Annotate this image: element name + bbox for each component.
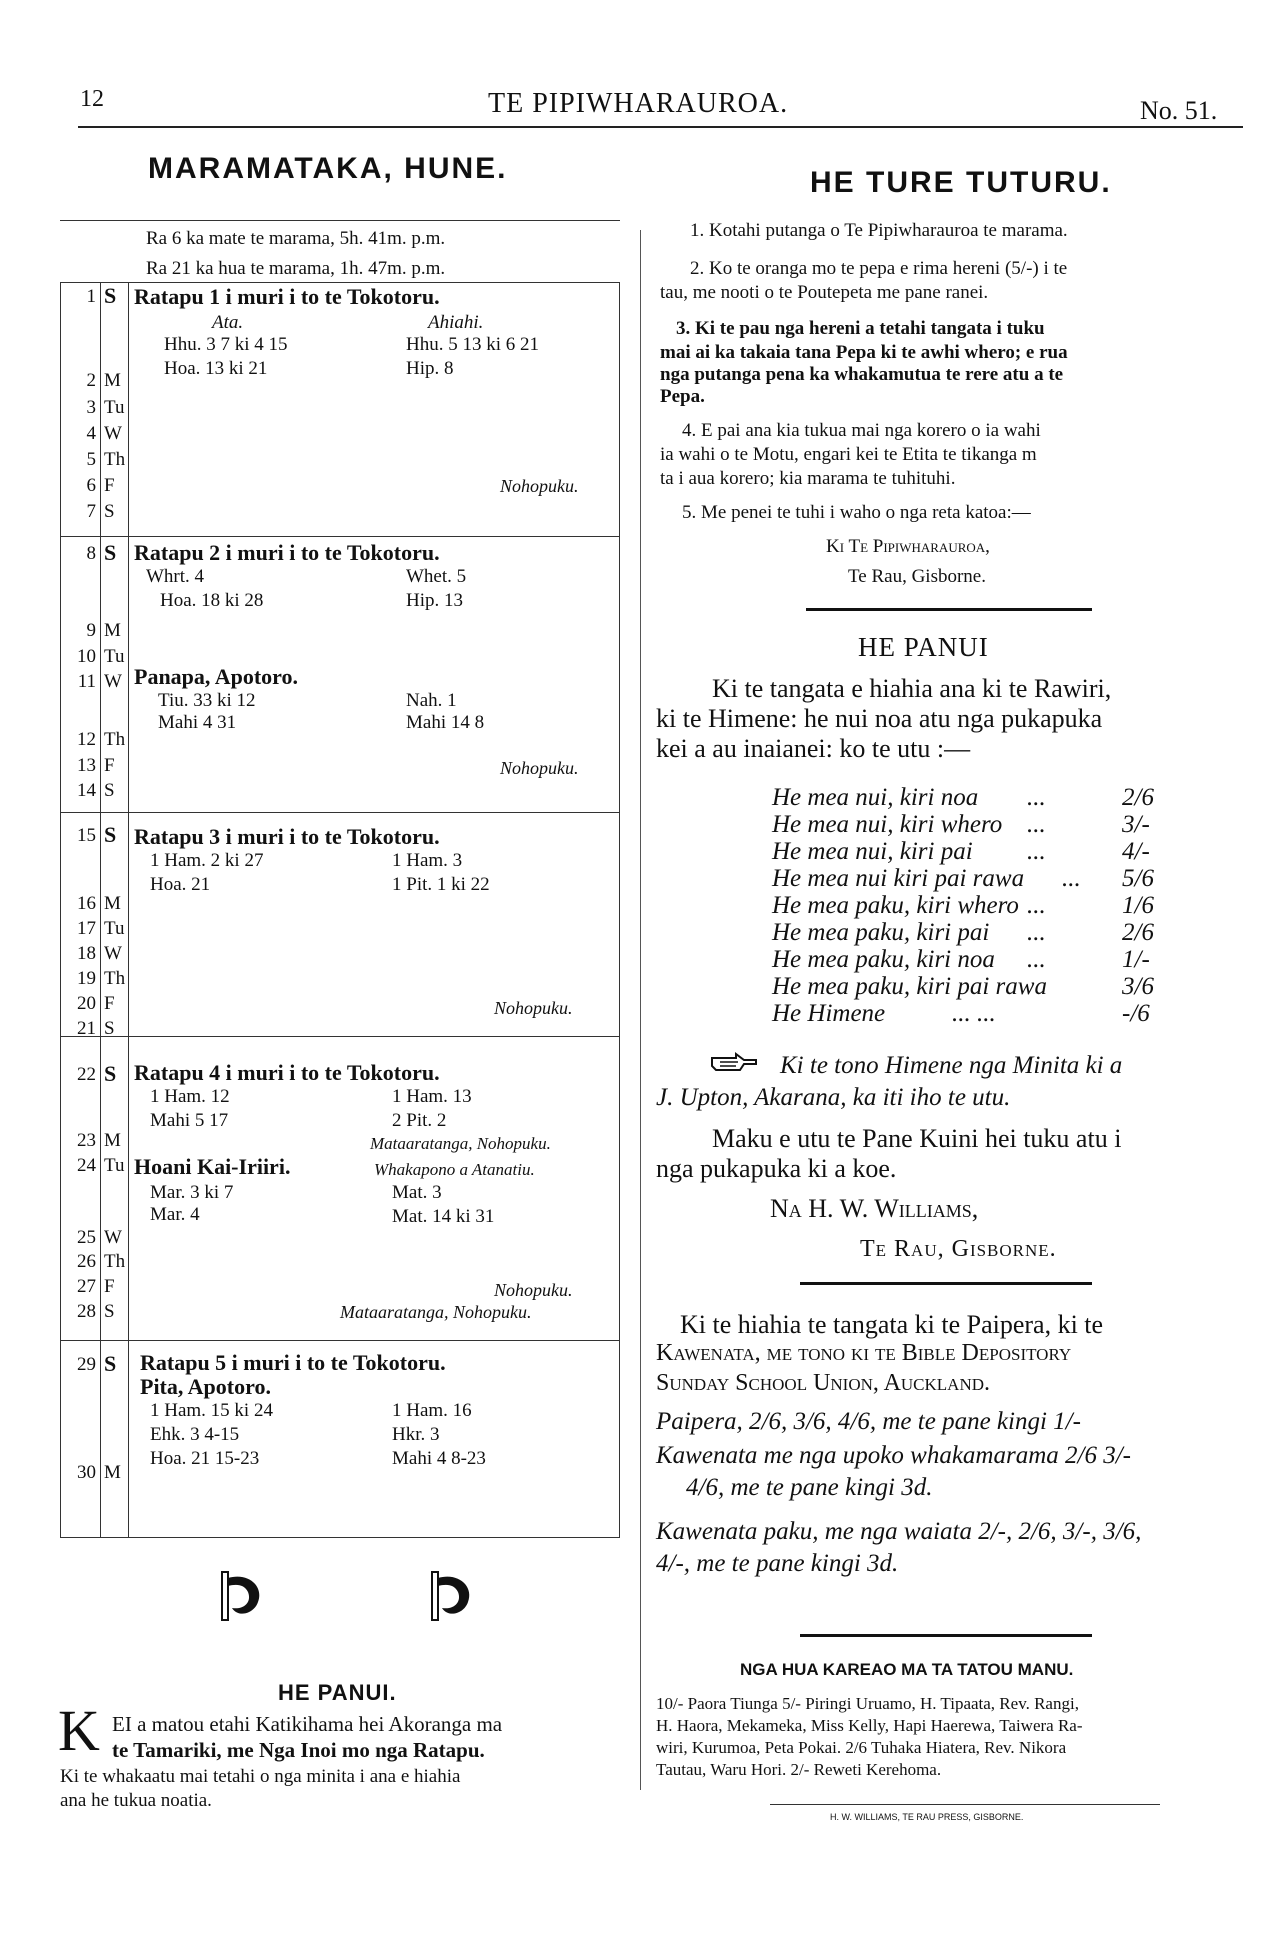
ture-rule-2a: 2. Ko te oranga mo te pepa e rima hereni (5/-) i te (690, 258, 1068, 279)
w2-feast-evening-1: Nah. 1 (406, 690, 457, 711)
w4-evening-2: 2 Pit. 2 (392, 1110, 447, 1131)
w1-morning-1: Hhu. 3 7 ki 4 15 (164, 334, 288, 355)
day-number: 27 (77, 1276, 96, 1297)
day-letter: S (104, 822, 117, 847)
publication-title: TE PIPIWHARAUROA. (488, 88, 789, 119)
section-rule (800, 1634, 1092, 1637)
day-number: 19 (77, 968, 96, 989)
day-letter: W (104, 943, 122, 964)
header-rule (78, 126, 1243, 128)
w2-feast: Panapa, Apotoro. (134, 664, 299, 689)
day-letter: W (104, 423, 122, 444)
w5-morning-2: Ehk. 3 4-15 (150, 1424, 240, 1445)
fleuron-ornament (218, 1568, 268, 1624)
day-letter: S (104, 283, 117, 308)
w2-morning-1: Whrt. 4 (146, 566, 205, 587)
day-letter: S (104, 501, 115, 522)
price-value: 1/6 (1122, 892, 1154, 919)
day-letter: Th (104, 729, 126, 750)
w5-evening-3: Mahi 4 8-23 (392, 1448, 486, 1469)
donations-line-2: H. Haora, Mekameka, Miss Kelly, Hapi Haerewa, Taiwera Ra- (656, 1716, 1083, 1735)
panui-left-line-1: EI a matou etahi Katikihama hei Akoranga ma (112, 1712, 503, 1736)
pointing-hand-icon (710, 1052, 758, 1074)
panui-left-line-4: ana he tukua noatia. (60, 1790, 212, 1811)
w4-feast-evening-2: Mat. 14 ki 31 (392, 1206, 495, 1227)
price-dots: ... (1062, 865, 1081, 892)
day-letter: M (104, 893, 121, 914)
panui-left-line-2: te Tamariki, me Nga Inoi mo nga Ratapu. (112, 1738, 485, 1762)
price-row (772, 838, 1192, 866)
panui-right-line-3: kei a au inaianei: ko te utu :— (656, 734, 971, 763)
day-number: 2 (86, 370, 96, 391)
donations-line-4: Tautau, Waru Hori. 2/- Reweti Kerehoma. (656, 1760, 942, 1779)
day-letter: S (104, 780, 115, 801)
paipera-line-4: Paipera, 2/6, 3/6, 4/6, me te pane kingi 1/- (656, 1408, 1081, 1435)
day-number: 20 (77, 993, 96, 1014)
price-item: He mea paku, kiri pai (772, 919, 990, 946)
day-number: 12 (77, 729, 96, 750)
w1-evening-1: Hhu. 5 13 ki 6 21 (406, 334, 539, 355)
day-number: 15 (77, 825, 96, 846)
w2-note: Nohopuku. (500, 758, 579, 778)
day-number: 26 (77, 1251, 96, 1272)
paipera-line-1: Ki te hiahia te tangata ki te Paipera, ki te (680, 1310, 1104, 1339)
moon-line-1: Ra 6 ka mate te marama, 5h. 41m. p.m. (146, 228, 446, 249)
price-item: He mea nui, kiri pai (772, 838, 973, 865)
w4-feast-morning-2: Mar. 4 (150, 1204, 200, 1225)
day-letter: M (104, 370, 121, 391)
w2-feast-evening-2: Mahi 14 8 (406, 712, 485, 733)
day-number: 17 (77, 918, 96, 939)
hand-note-1: Ki te tono Himene nga Minita ki a (780, 1052, 1123, 1079)
ture-rule-3d: Pepa. (660, 386, 705, 407)
w4-feast-note: Whakapono a Atanatiu. (374, 1160, 535, 1179)
week-rule (60, 536, 619, 537)
w2-evening-2: Hip. 13 (406, 590, 463, 611)
day-number: 8 (86, 543, 96, 564)
calendar-heading: MARAMATAKA, HUNE. (148, 152, 508, 185)
price-row (772, 946, 1192, 974)
week-3-title: Ratapu 3 i muri i to te Tokotoru. (134, 824, 440, 849)
price-dots: ... (1027, 811, 1046, 838)
day-number: 3 (86, 397, 96, 418)
day-letter: F (104, 755, 115, 776)
paipera-line-6: 4/6, me te pane kingi 3d. (686, 1474, 933, 1501)
day-letter: W (104, 1227, 122, 1248)
ture-rule-4c: ta i aua korero; kia marama te tuhituhi. (660, 468, 956, 489)
w3-note: Nohopuku. (494, 998, 573, 1018)
price-dots: ... ... (952, 1000, 996, 1027)
price-item: He mea paku, kiri noa (772, 946, 995, 973)
day-letter: M (104, 620, 121, 641)
fleuron-ornament (428, 1568, 478, 1624)
w4-feast-evening-1: Mat. 3 (392, 1182, 442, 1203)
hand-note-2: J. Upton, Akarana, ka iti iho te utu. (656, 1084, 1011, 1111)
day-number: 7 (86, 501, 96, 522)
paipera-line-3: Sunday School Union, Auckland. (656, 1370, 991, 1396)
section-rule (806, 608, 1092, 611)
panui-left-line-3: Ki te whakaatu mai tetahi o nga minita i ana e hiahia (60, 1766, 461, 1787)
panui-right-line-2: ki te Himene: he nui noa atu nga pukapuka (656, 704, 1103, 733)
paipera-line-5: Kawenata me nga upoko whakamarama 2/6 3/- (656, 1442, 1131, 1469)
w4-morning-1: 1 Ham. 12 (150, 1086, 230, 1107)
price-value: 4/- (1122, 838, 1150, 865)
price-row (772, 973, 1192, 1001)
price-item: He Himene (772, 1000, 886, 1027)
ture-rule-1: 1. Kotahi putanga o Te Pipiwharauroa te marama. (690, 220, 1068, 241)
price-value: 3/6 (1122, 973, 1154, 1000)
day-letter: M (104, 1462, 121, 1483)
day-number: 9 (86, 620, 96, 641)
day-number: 30 (77, 1462, 96, 1483)
dropcap: K (58, 1698, 100, 1763)
donations-heading: NGA HUA KAREAO MA TA TATOU MANU. (740, 1660, 1074, 1679)
day-number: 18 (77, 943, 96, 964)
w5-evening-2: Hkr. 3 (392, 1424, 440, 1445)
price-row (772, 784, 1192, 812)
day-number: 10 (77, 646, 96, 667)
w3-evening-1: 1 Ham. 3 (392, 850, 463, 871)
day-letter: Tu (104, 918, 125, 939)
day-letter: S (104, 1301, 115, 1322)
price-item: He mea nui kiri pai rawa (772, 865, 1025, 892)
imprint-rule (770, 1804, 1160, 1805)
price-item: He mea nui, kiri whero (772, 811, 1003, 838)
section-rule (800, 1282, 1092, 1285)
day-letter: S (104, 1061, 117, 1086)
donations-line-3: wiri, Kurumoa, Peta Pokai. 2/6 Tuhaka Hiatera, Rev. Nikora (656, 1738, 1067, 1757)
price-dots: ... (1027, 946, 1046, 973)
calendar-col-rule (128, 282, 129, 1537)
price-dots: ... (1027, 919, 1046, 946)
day-number: 28 (77, 1301, 96, 1322)
day-letter: M (104, 1130, 121, 1151)
day-number: 11 (77, 671, 96, 692)
w4-feast: Hoani Kai-Iriiri. (134, 1154, 291, 1179)
price-row (772, 1000, 1192, 1028)
w2-feast-morning-1: Tiu. 33 ki 12 (158, 690, 256, 711)
day-number: 6 (86, 475, 96, 496)
ahiahi-label: Ahiahi. (428, 312, 484, 333)
ture-address-2: Te Rau, Gisborne. (848, 566, 986, 587)
w4-note-2: Nohopuku. (494, 1280, 573, 1300)
day-number: 24 (77, 1155, 96, 1176)
w1-morning-2: Hoa. 13 ki 21 (164, 358, 268, 379)
price-dots: ... (1027, 892, 1046, 919)
w4-feast-morning-1: Mar. 3 ki 7 (150, 1182, 234, 1203)
price-value: 2/6 (1122, 784, 1154, 811)
day-number: 13 (77, 755, 96, 776)
maku-line-2: nga pukapuka ki a koe. (656, 1154, 897, 1183)
w2-morning-2: Hoa. 18 ki 28 (160, 590, 264, 611)
day-number: 1 (86, 286, 96, 307)
day-number: 5 (86, 449, 96, 470)
w4-evening-1: 1 Ham. 13 (392, 1086, 472, 1107)
day-letter: Th (104, 968, 126, 989)
paipera-line-2: Kawenata, me tono ki te Bible Depository (656, 1340, 1072, 1366)
day-number: 21 (77, 1018, 96, 1039)
price-value: 2/6 (1122, 919, 1154, 946)
day-number: 22 (77, 1064, 96, 1085)
panui-left-heading: HE PANUI. (278, 1680, 397, 1705)
day-letter: Th (104, 449, 126, 470)
price-item: He mea nui, kiri noa (772, 784, 979, 811)
day-number: 16 (77, 893, 96, 914)
day-letter: Tu (104, 1155, 125, 1176)
price-value: -/6 (1122, 1000, 1150, 1027)
price-value: 1/- (1122, 946, 1150, 973)
day-number: 29 (77, 1354, 96, 1375)
price-row (772, 919, 1192, 947)
ture-address-1: Ki Te Pipiwharauroa, (826, 536, 990, 557)
w2-evening-1: Whet. 5 (406, 566, 467, 587)
price-item: He mea paku, kiri pai rawa (772, 973, 1047, 1000)
panui-right-line-1: Ki te tangata e hiahia ana ki te Rawiri, (712, 674, 1112, 703)
day-letter: Th (104, 1251, 126, 1272)
price-value: 3/- (1122, 811, 1150, 838)
day-number: 25 (77, 1227, 96, 1248)
signature-2: Te Rau, Gisborne. (860, 1236, 1057, 1262)
day-number: 23 (77, 1130, 96, 1151)
w4-note-3: Mataaratanga, Nohopuku. (340, 1302, 532, 1322)
w5-morning-3: Hoa. 21 15-23 (150, 1448, 260, 1469)
w4-morning-2: Mahi 5 17 (150, 1110, 229, 1131)
price-row (772, 892, 1192, 920)
week-5-title: Ratapu 5 i muri i to te Tokotoru. (140, 1350, 446, 1375)
day-letter: S (104, 1018, 115, 1039)
imprint: H. W. WILLIAMS, TE RAU PRESS, GISBORNE. (830, 1812, 1024, 1822)
w1-evening-2: Hip. 8 (406, 358, 454, 379)
price-dots: ... (1027, 838, 1046, 865)
issue-number: No. 51. (1140, 96, 1218, 125)
day-letter: S (104, 1351, 117, 1376)
ture-rule-2b: tau, me nooti o te Poutepeta me pane ranei. (660, 282, 989, 303)
page-number: 12 (80, 86, 104, 112)
price-row (772, 811, 1192, 839)
price-dots: ... (1027, 784, 1046, 811)
signature-1: Na H. W. Williams, (770, 1194, 979, 1223)
w5-morning-1: 1 Ham. 15 ki 24 (150, 1400, 273, 1421)
day-letter: Tu (104, 397, 125, 418)
calendar-col-rule (100, 282, 101, 1537)
ture-rule-4a: 4. E pai ana kia tukua mai nga korero o ia wahi (682, 420, 1041, 441)
day-letter: W (104, 671, 122, 692)
day-letter: F (104, 993, 115, 1014)
w4-note-1: Mataaratanga, Nohopuku. (370, 1134, 551, 1153)
week-rule (60, 1340, 619, 1341)
price-value: 5/6 (1122, 865, 1154, 892)
day-letter: Tu (104, 646, 125, 667)
week-1-title: Ratapu 1 i muri i to te Tokotoru. (134, 284, 440, 309)
price-row (772, 865, 1192, 893)
w1-note: Nohopuku. (500, 476, 579, 496)
w3-evening-2: 1 Pit. 1 ki 22 (392, 874, 490, 895)
w3-morning-1: 1 Ham. 2 ki 27 (150, 850, 264, 871)
w3-morning-2: Hoa. 21 (150, 874, 211, 895)
ata-label: Ata. (212, 312, 244, 333)
day-number: 14 (77, 780, 96, 801)
w5-feast: Pita, Apotoro. (140, 1374, 271, 1399)
w5-evening-1: 1 Ham. 16 (392, 1400, 472, 1421)
donations-line-1: 10/- Paora Tiunga 5/- Piringi Uruamo, H. Tipaata, Rev. Rangi, (656, 1694, 1079, 1713)
panui-right-heading: HE PANUI (858, 632, 989, 662)
ture-rule-5: 5. Me penei te tuhi i waho o nga reta katoa:— (682, 502, 1031, 523)
week-4-title: Ratapu 4 i muri i to te Tokotoru. (134, 1060, 440, 1085)
day-letter: F (104, 475, 115, 496)
ture-rule-3c: nga putanga pena ka whakamutua te rere atu a te (660, 364, 1064, 385)
column-divider (640, 230, 641, 1790)
w2-feast-morning-2: Mahi 4 31 (158, 712, 237, 733)
day-letter: F (104, 1276, 115, 1297)
calendar-top-rule (60, 220, 620, 221)
day-letter: S (104, 540, 117, 565)
moon-line-2: Ra 21 ka hua te marama, 1h. 47m. p.m. (146, 258, 446, 279)
maku-line-1: Maku e utu te Pane Kuini hei tuku atu i (712, 1124, 1122, 1153)
ture-rule-4b: ia wahi o te Motu, engari kei te Etita te tikanga m (660, 444, 1037, 465)
day-number: 4 (86, 423, 96, 444)
price-item: He mea paku, kiri whero (772, 892, 1019, 919)
ture-heading: HE TURE TUTURU. (810, 166, 1112, 199)
week-rule (60, 1036, 619, 1037)
paipera-line-7: Kawenata paku, me nga waiata 2/-, 2/6, 3/-, 3/6, (656, 1518, 1142, 1545)
ture-rule-3b: mai ai ka takaia tana Pepa ki te awhi whero; e rua (660, 342, 1068, 363)
week-rule (60, 812, 619, 813)
ture-rule-3a: 3. Ki te pau nga hereni a tetahi tangata i tuku (676, 318, 1045, 339)
paipera-line-8: 4/-, me te pane kingi 3d. (656, 1550, 899, 1577)
week-2-title: Ratapu 2 i muri i to te Tokotoru. (134, 540, 440, 565)
